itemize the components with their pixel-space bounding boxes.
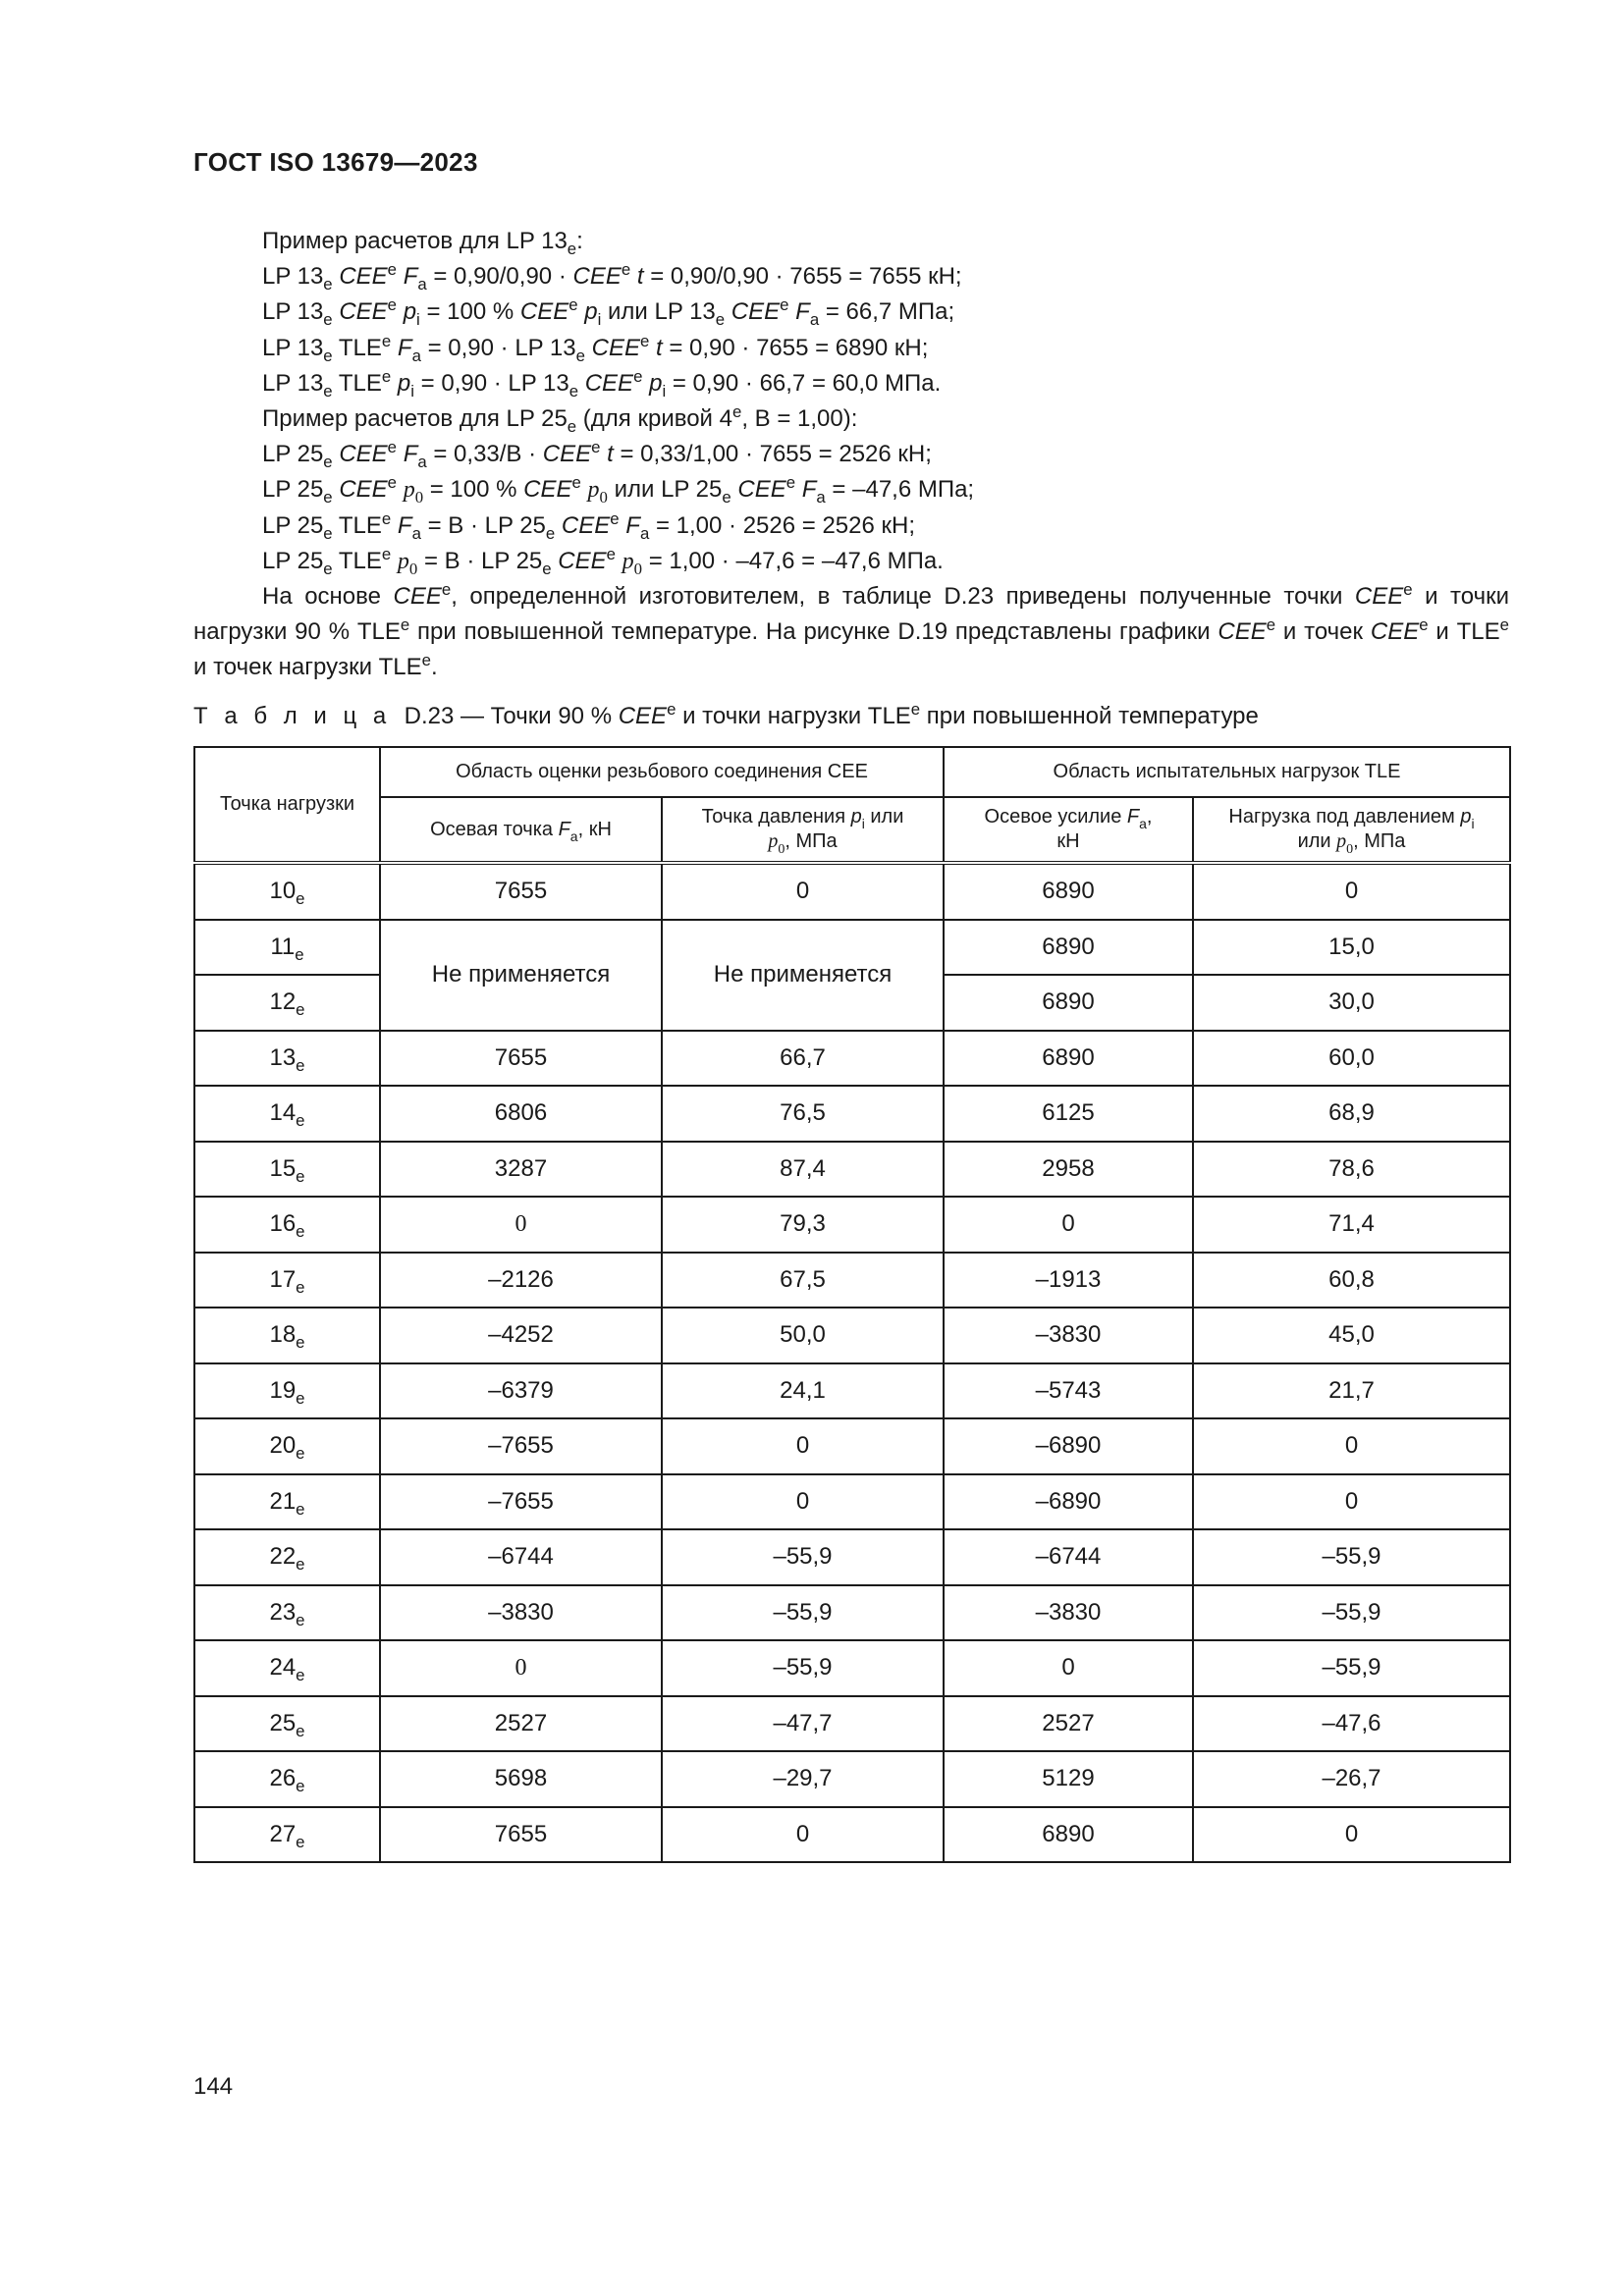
cell-pressure-load: –55,9 <box>1193 1529 1510 1585</box>
cell-load-point: $18_e$ <box>194 1308 380 1363</box>
cell-axial-point: 6806 <box>380 1086 662 1142</box>
data-table <box>193 746 1511 1863</box>
cell-axial-point: –7655 <box>380 1418 662 1474</box>
calculation-examples <box>193 224 1509 686</box>
column-header-pressure-load: Нагрузка под давлением $p_i$ или $p_0$, МПа <box>1193 797 1510 863</box>
cell-axial-point: 7655 <box>380 1807 662 1863</box>
cell-load-point: $14_e$ <box>194 1086 380 1142</box>
table-row <box>194 1529 1510 1585</box>
formula-line: LP $25_e$ TLE$^e$ $F_a = B$ · LP $25_e$ CEE$^e$ $F_a = 1,00 \cdot 2526 = 2526$ кН; <box>262 508 916 543</box>
cell-axial-force: 5129 <box>944 1751 1193 1807</box>
cell-axial-point: 2527 <box>380 1696 662 1752</box>
table-row <box>194 863 1510 920</box>
cell-pressure-point: 0 <box>662 1418 944 1474</box>
cell-pressure-point: –55,9 <box>662 1640 944 1696</box>
cell-load-point: $20_e$ <box>194 1418 380 1474</box>
table-row <box>194 1308 1510 1363</box>
cell-axial-point: –6379 <box>380 1363 662 1419</box>
cell-pressure-load: 60,0 <box>1193 1031 1510 1087</box>
cell-axial-point: 0 <box>380 1640 662 1696</box>
formula-line: LP $25_e$ TLE$^e$ $p_0 = B$ · LP $25_e$ CEE$^e$ $p_0 = 1,00 \cdot -47,6 = -47,6$ МПа. <box>262 544 944 578</box>
cell-load-point: $17_e$ <box>194 1253 380 1308</box>
table-row <box>194 1474 1510 1530</box>
group-header-cee: Область оценки резьбового соединения CEE <box>380 747 944 797</box>
cell-axial-force: 2527 <box>944 1696 1193 1752</box>
cell-pressure-load: 30,0 <box>1193 975 1510 1031</box>
cell-load-point: $16_e$ <box>194 1197 380 1253</box>
table-row <box>194 1696 1510 1752</box>
table-row <box>194 1031 1510 1087</box>
cell-pressure-point: 76,5 <box>662 1086 944 1142</box>
cell-pressure-load: 45,0 <box>1193 1308 1510 1363</box>
cell-axial-point: 7655 <box>380 863 662 920</box>
example-25-title: Пример расчетов для LP $25_e$ (для кривой 4e, B = 1,00): <box>262 402 858 437</box>
cell-load-point: $11_e$ <box>194 920 380 976</box>
cell-pressure-point: 0 <box>662 863 944 920</box>
cell-pressure-point: 50,0 <box>662 1308 944 1363</box>
cell-load-point: $27_e$ <box>194 1807 380 1863</box>
column-header-pressure-point: Точка давления $p_i$ или $p_0$, МПа <box>662 797 944 863</box>
cell-load-point: $12_e$ <box>194 975 380 1031</box>
table-row <box>194 1418 1510 1474</box>
cell-axial-force: 6125 <box>944 1086 1193 1142</box>
cell-axial-point: 0 <box>380 1197 662 1253</box>
cell-axial-point: 7655 <box>380 1031 662 1087</box>
cell-axial-point: –7655 <box>380 1474 662 1530</box>
cell-axial-force: –3830 <box>944 1308 1193 1363</box>
cell-load-point: $21_e$ <box>194 1474 380 1530</box>
example-13-title: Пример расчетов для LP $13_e$: <box>262 228 583 258</box>
cell-pressure-load: –47,6 <box>1193 1696 1510 1752</box>
cell-pressure-point: –47,7 <box>662 1696 944 1752</box>
cell-load-point: $13_e$ <box>194 1031 380 1087</box>
cell-load-point: $25_e$ <box>194 1696 380 1752</box>
cell-pressure-load: –55,9 <box>1193 1585 1510 1641</box>
cell-axial-force: 6890 <box>944 1807 1193 1863</box>
cell-axial-force: 0 <box>944 1640 1193 1696</box>
cell-pressure-load: 71,4 <box>1193 1197 1510 1253</box>
cell-pressure-load: 0 <box>1193 1474 1510 1530</box>
table-row <box>194 1640 1510 1696</box>
column-header-load-point: Точка нагрузки <box>194 747 380 863</box>
cell-axial-point: 5698 <box>380 1751 662 1807</box>
table-row <box>194 1086 1510 1142</box>
cell-pressure-point: 79,3 <box>662 1197 944 1253</box>
cell-pressure-load: 0 <box>1193 1807 1510 1863</box>
formula-line: LP $13_e$ TLE$^e$ $F_a = 0,90$ · LP $13_e$ CEE$^e$ t = 0,90 · 7655 = 6890 кН; <box>262 331 929 365</box>
cell-pressure-point: 0 <box>662 1474 944 1530</box>
cell-pressure-point: 0 <box>662 1807 944 1863</box>
cell-pressure-point: –55,9 <box>662 1585 944 1641</box>
formula-line: LP $13_e$ TLE$^e$ $p_i = 0,90$ · LP $13_e$ CEE$^e$ $p_i = 0,90 \cdot 66,7 = 60,0$ МПа. <box>262 366 942 400</box>
cell-pressure-point: –29,7 <box>662 1751 944 1807</box>
cell-pressure-point: 67,5 <box>662 1253 944 1308</box>
cell-load-point: $19_e$ <box>194 1363 380 1419</box>
cell-axial-point: –4252 <box>380 1308 662 1363</box>
cell-axial-point: –2126 <box>380 1253 662 1308</box>
cell-pressure-point: 66,7 <box>662 1031 944 1087</box>
cell-pressure-point: –55,9 <box>662 1529 944 1585</box>
group-header-tle: Область испытательных нагрузок TLE <box>944 747 1510 797</box>
cell-pressure-load: 60,8 <box>1193 1253 1510 1308</box>
cell-pressure-load: 21,7 <box>1193 1363 1510 1419</box>
table-caption: Т а б л и ц а D.23 — Точки 90 % CEE$^e$ и точки нагрузки TLE$^e$ при повышенной температуре <box>193 700 1259 729</box>
cell-load-point: $26_e$ <box>194 1751 380 1807</box>
cell-pressure-load: –55,9 <box>1193 1640 1510 1696</box>
cell-pressure-point: 24,1 <box>662 1363 944 1419</box>
cell-axial-force: 2958 <box>944 1142 1193 1198</box>
cell-axial-force: 0 <box>944 1197 1193 1253</box>
cell-axial-force: –5743 <box>944 1363 1193 1419</box>
cell-axial-force: 6890 <box>944 975 1193 1031</box>
table-row <box>194 1142 1510 1198</box>
table-row <box>194 1363 1510 1419</box>
formula-line: LP $13_e$ CEE$^e$ $p_i = 100$ % CEE$^e$ $p_i$ или LP $13_e$ CEE$^e$ $F_a = 66,7$ МПа; <box>262 295 955 330</box>
cell-axial-force: –1913 <box>944 1253 1193 1308</box>
cell-axial-point: –3830 <box>380 1585 662 1641</box>
cell-pressure-point: 87,4 <box>662 1142 944 1198</box>
cell-pressure-load: 78,6 <box>1193 1142 1510 1198</box>
cell-pressure-load: 15,0 <box>1193 920 1510 976</box>
formula-line: LP $25_e$ CEE$^e$ $F_a = 0,33/B \cdot CEE^e$ t = 0,33/1,00 · 7655 = 2526 кН; <box>262 438 932 472</box>
cell-pressure-point-not-applicable: Не применяется <box>662 920 944 1031</box>
cell-axial-force: 6890 <box>944 1031 1193 1087</box>
formula-line: LP $25_e$ CEE$^e$ $p_0 = 100$ % CEE$^e$ $p_0$ или LP $25_e$ CEE$^e$ $F_a = -47,6$ МПа; <box>262 473 975 507</box>
cell-axial-force: –3830 <box>944 1585 1193 1641</box>
page-number: 144 <box>193 2073 234 2100</box>
cell-load-point: $24_e$ <box>194 1640 380 1696</box>
cell-load-point: $23_e$ <box>194 1585 380 1641</box>
cell-axial-point: –6744 <box>380 1529 662 1585</box>
cell-pressure-load: 0 <box>1193 1418 1510 1474</box>
cell-axial-point-not-applicable: Не применяется <box>380 920 662 1031</box>
cell-axial-force: –6744 <box>944 1529 1193 1585</box>
column-header-axial-force: Осевое усилие $F_a$, кН <box>944 797 1193 863</box>
table-row <box>194 1253 1510 1308</box>
cell-load-point: $15_e$ <box>194 1142 380 1198</box>
formula-line: LP $13_e$ CEE$^e$ $F_a = 0,90/0,90 \cdot CEE^e$ t = 0,90/0,90 · 7655 = 7655 кН; <box>262 260 962 294</box>
cell-load-point: $22_e$ <box>194 1529 380 1585</box>
table-row <box>194 920 1510 976</box>
cell-pressure-load: 68,9 <box>1193 1086 1510 1142</box>
cell-axial-force: –6890 <box>944 1418 1193 1474</box>
description-paragraph: На основе CEE$^e$, определенной изготовителем, в таблице D.23 приведены полученные точки CEE$^e$ и точки нагрузки 90 % TLE$^e$ при повышенной температуре. На рисунке D.19 представлены графики CEE$^e$ и точек CEE$^e$ и TLE$^e$ и точек нагрузки TLE$^e$. <box>193 580 1510 681</box>
cell-axial-force: –6890 <box>944 1474 1193 1530</box>
cell-axial-force: 6890 <box>944 863 1193 920</box>
table-row <box>194 1807 1510 1863</box>
table-row <box>194 1751 1510 1807</box>
column-header-axial-point: Осевая точка $F_a$, кН <box>380 797 662 863</box>
cell-pressure-load: –26,7 <box>1193 1751 1510 1807</box>
document-header: ГОСТ ISO 13679—2023 <box>193 147 478 177</box>
table-row <box>194 1585 1510 1641</box>
table-row <box>194 1197 1510 1253</box>
cell-axial-force: 6890 <box>944 920 1193 976</box>
cell-pressure-load: 0 <box>1193 863 1510 920</box>
cell-axial-point: 3287 <box>380 1142 662 1198</box>
cell-load-point: $10_e$ <box>194 863 380 920</box>
